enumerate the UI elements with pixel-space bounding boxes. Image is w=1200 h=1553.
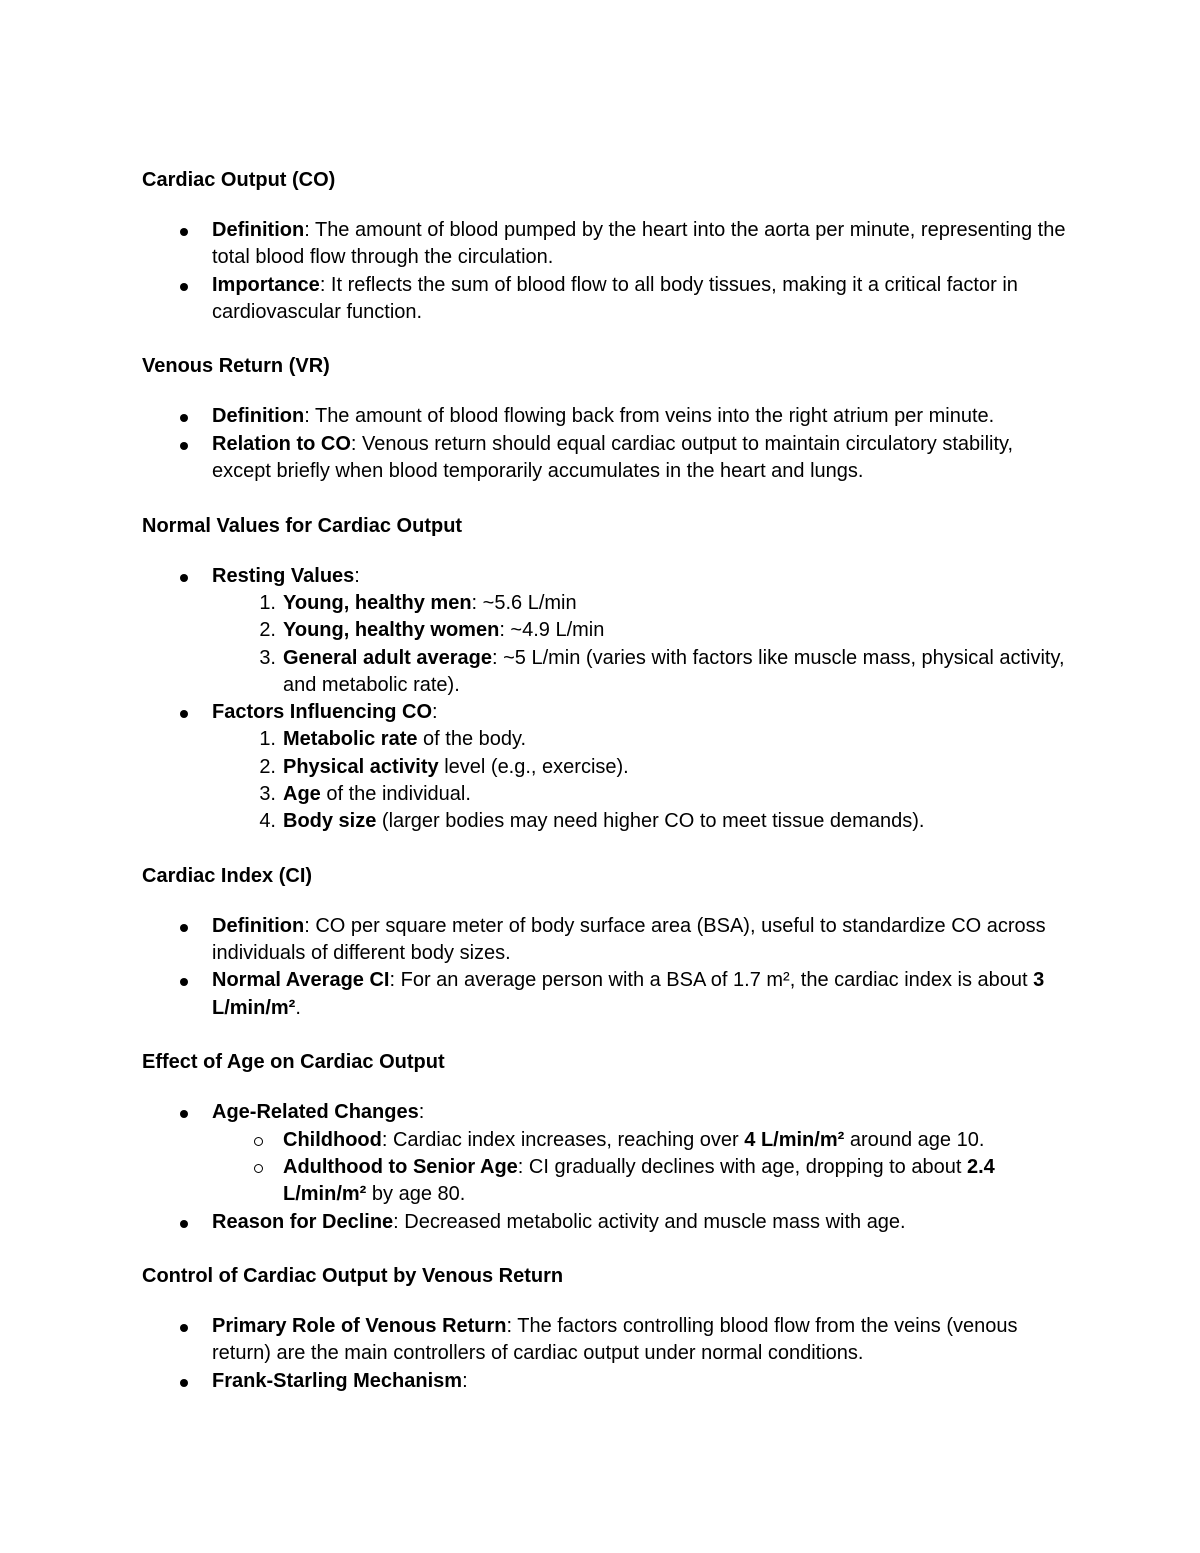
item-term: Reason for Decline [212,1210,394,1233]
list-item [142,272,1072,327]
list-item [142,563,1072,699]
list-item [142,1209,1072,1236]
item-number: 2. [259,755,276,778]
numbered-item [212,808,1072,835]
numbered-item [212,645,1072,700]
numbered-item [212,726,1072,753]
item-term: Factors Influencing CO [212,701,433,724]
bullet-list [142,403,1072,485]
item-number: 4. [259,810,276,833]
item-text: : [418,1101,425,1124]
list-item [142,431,1072,486]
bullet-list [142,1099,1072,1235]
section-heading: Cardiac Output (CO) [142,169,336,191]
item-term: Primary Role of Venous Return [212,1315,507,1338]
item-term: Age-Related Changes [212,1101,419,1124]
item-text: : For an average person with a BSA of 1.7 m², the cardiac index is about [389,969,1034,992]
list-item [142,217,1072,272]
numbered-item [212,590,1072,617]
item-term: Childhood [283,1128,382,1151]
list-item [142,1368,1072,1395]
item-value: 4 L/min/m² [744,1128,845,1151]
item-term: Body size [283,810,377,833]
item-term: Definition [212,218,305,241]
item-text: : Decreased metabolic activity and muscle mass with age. [393,1210,906,1233]
item-text-end: around age 10. [844,1128,985,1151]
item-text: : CI gradually declines with age, dropping to about [517,1155,967,1178]
bullet-list [142,563,1072,836]
item-value: 3 L/min/m² [212,969,1045,1019]
section-control-by-venous-return [142,1263,1072,1395]
item-term: Importance [212,273,320,296]
list-item [142,403,1072,430]
section-heading: Control of Cardiac Output by Venous Return [142,1265,564,1288]
item-term: Young, healthy men [283,591,472,614]
item-text: : ~5 L/min (varies with factors like muscle mass, physical activity, and metabolic rate). [283,646,1065,696]
item-text-end: by age 80. [366,1183,466,1206]
item-term: Relation to CO [212,432,351,455]
item-term: Age [283,783,321,805]
item-term: Physical activity [283,755,439,778]
item-text: : The amount of blood flowing back from veins into the right atrium per minute. [304,405,995,428]
section-effect-of-age [142,1049,1072,1235]
numbered-item [212,617,1072,644]
item-text: : [354,564,360,587]
numbered-item [212,781,1072,808]
item-text: level (e.g., exercise). [438,755,629,778]
list-item [142,699,1072,835]
item-term: Young, healthy women [283,619,500,642]
item-number: 3. [259,783,276,805]
item-term: Normal Average CI [212,969,390,992]
item-term: Definition [212,914,305,937]
bullet-list [142,1313,1072,1395]
section-heading: Effect of Age on Cardiac Output [142,1051,445,1074]
item-number: 3. [259,646,276,669]
numbered-item [212,754,1072,781]
item-number: 1. [259,728,276,751]
item-value: 2.4 L/min/m² [283,1155,995,1206]
section-cardiac-index [142,863,1072,1022]
item-text: : Cardiac index increases, reaching over [381,1128,745,1151]
item-term: Adulthood to Senior Age [283,1155,518,1178]
sub-list-item [212,1154,1072,1209]
list-item [142,913,1072,968]
item-text: of the body. [417,728,527,751]
item-text-end: . [295,996,301,1019]
item-term: Metabolic rate [283,728,418,751]
item-term: General adult average [283,646,492,669]
bullet-list [142,217,1072,326]
document-body [142,167,1072,1422]
numbered-list [212,590,1072,699]
item-text: : It reflects the sum of blood flow to all body tissues, making it a critical factor in cardiovascular function. [212,273,1018,323]
list-item [142,1313,1072,1368]
item-number: 1. [259,591,276,614]
section-venous-return [142,353,1072,485]
item-text: : ~5.6 L/min [471,591,577,614]
item-text: : ~4.9 L/min [499,619,605,642]
section-heading: Cardiac Index (CI) [142,864,313,887]
sub-list-item [212,1127,1072,1154]
item-text: : The amount of blood pumped by the heart into the aorta per minute, representing the total blood flow through the circulation. [212,218,1066,269]
item-number: 2. [259,619,276,642]
list-item [142,1099,1072,1208]
item-text: : [432,701,438,724]
item-text: of the individual. [320,783,471,805]
sub-bullet-list [212,1127,1072,1209]
item-text: : The factors controlling blood flow from the veins (venous return) are the main controllers of cardiac output under normal conditions. [212,1315,1018,1365]
section-heading: Normal Values for Cardiac Output [142,514,463,537]
item-text: : Venous return should equal cardiac output to maintain circulatory stability, except briefly when blood temporarily accumulates in the heart and lungs. [212,432,1014,483]
section-cardiac-output [142,167,1072,326]
item-text: : CO per square meter of body surface area (BSA), useful to standardize CO across individuals of different body sizes. [212,914,1046,965]
bullet-list [142,913,1072,1022]
numbered-list [212,726,1072,835]
section-heading: Venous Return (VR) [142,355,330,378]
item-term: Resting Values [212,564,355,587]
list-item [142,967,1072,1022]
item-term: Frank-Starling Mechanism [212,1369,463,1392]
item-text: : [462,1369,468,1392]
section-normal-values [142,513,1072,836]
item-text: (larger bodies may need higher CO to meet tissue demands). [376,810,925,833]
item-term: Definition [212,405,305,428]
